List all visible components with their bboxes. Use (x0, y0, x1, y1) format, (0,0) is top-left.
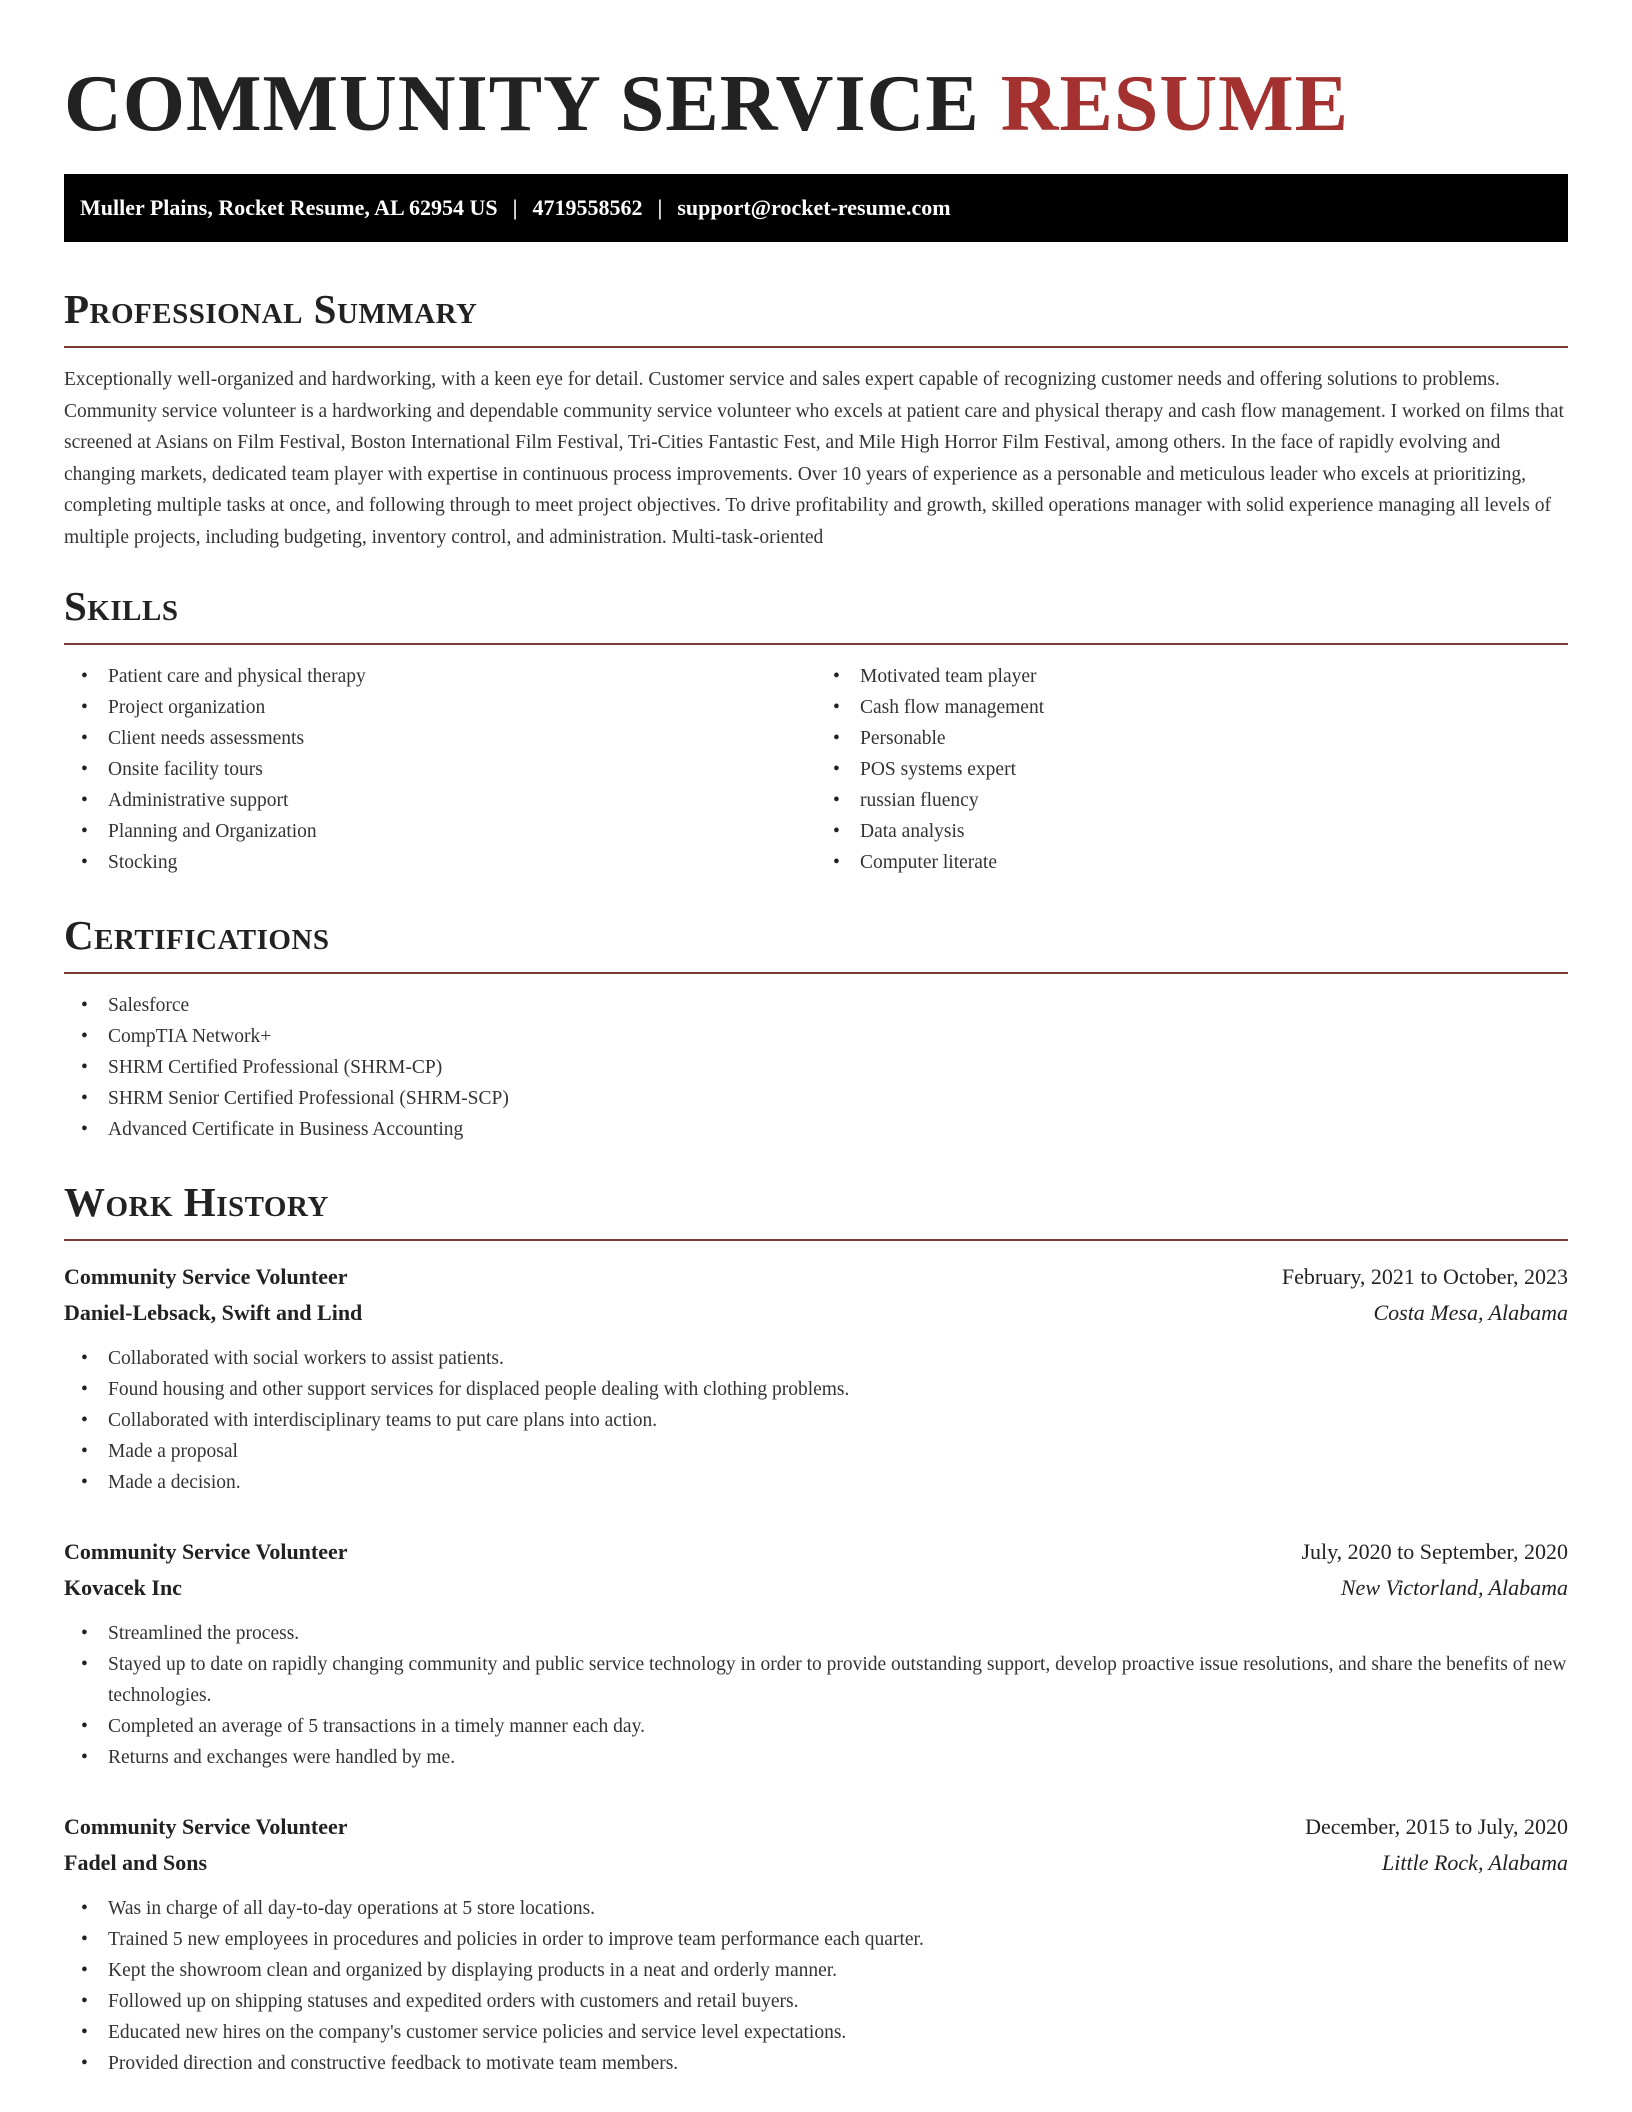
section-divider (64, 1239, 1568, 1241)
list-item: • Kept the showroom clean and organized by displaying products in a neat and orderly manner. (64, 1955, 1568, 1986)
job-header-row (64, 1534, 1568, 1570)
job-header-row (64, 1259, 1568, 1295)
job-title: Community Service Volunteer (64, 1539, 348, 1564)
list-item: • CompTIA Network+ (64, 1021, 1568, 1052)
skills-grid (64, 661, 1568, 878)
list-item: • Personable (816, 723, 1568, 754)
list-item: • Stocking (64, 847, 816, 878)
skills-heading: Skills (64, 583, 179, 629)
section-divider (64, 643, 1568, 645)
skills-list-left (64, 661, 816, 878)
list-item: • Collaborated with social workers to assist patients. (64, 1343, 1568, 1374)
job-location: Little Rock, Alabama (1382, 1850, 1568, 1875)
list-item: • SHRM Senior Certified Professional (SHRM-SCP) (64, 1083, 1568, 1114)
work-history-heading: Work History (64, 1179, 329, 1225)
list-item: • Found housing and other support services for displaced people dealing with clothing problems. (64, 1374, 1568, 1405)
list-item: • Provided direction and constructive feedback to motivate team members. (64, 2048, 1568, 2079)
list-item: • Client needs assessments (64, 723, 816, 754)
job-company-row (64, 1845, 1568, 1881)
list-item: • Advanced Certificate in Business Accounting (64, 1114, 1568, 1145)
contact-separator: | (512, 195, 518, 220)
job-entry (64, 1534, 1568, 1773)
job-dates: December, 2015 to July, 2020 (1305, 1814, 1568, 1839)
contact-email[interactable]: support@rocket-resume.com (677, 195, 951, 220)
job-header-row (64, 1809, 1568, 1845)
list-item: • Educated new hires on the company's customer service policies and service level expectations. (64, 2017, 1568, 2048)
list-item: • Computer literate (816, 847, 1568, 878)
list-item: • Completed an average of 5 transactions in a timely manner each day. (64, 1711, 1568, 1742)
summary-text: Exceptionally well-organized and hardworking, with a keen eye for detail. Customer service and sales expert capable of recognizing customer needs and offering solutions to problems. Community service volunteer is a hardworking and dependable community service volunteer who excels at patient care and physical therapy and cash flow management. I worked on films that screened at Asians on Film Festival, Boston International Film Festival, Tri-Cities Fantastic Fest, and Mile High Horror Film Festival, among others. In the face of rapidly evolving and changing markets, dedicated team player with expertise in continuous process improvements. Over 10 years of experience as a personable and meticulous leader who excels at prioritizing, completing multiple tasks at once, and following through to meet project objectives. To drive profitability and growth, skilled operations manager with solid experience managing all levels of multiple projects, including budgeting, inventory control, and administration. Multi-task-oriented (64, 369, 1564, 548)
list-item: • Cash flow management (816, 692, 1568, 723)
list-item: • POS systems expert (816, 754, 1568, 785)
resume-title (64, 0, 1568, 150)
list-item: • Onsite facility tours (64, 754, 816, 785)
list-item: • Trained 5 new employees in procedures and policies in order to improve team performance each quarter. (64, 1924, 1568, 1955)
jobs-list (64, 1259, 1568, 2079)
job-dates: July, 2020 to September, 2020 (1301, 1539, 1568, 1564)
certifications-list (64, 990, 1568, 1145)
list-item: • russian fluency (816, 785, 1568, 816)
list-item: • Planning and Organization (64, 816, 816, 847)
list-item: • Stayed up to date on rapidly changing community and public service technology in order to provide outstanding support, develop proactive issue resolutions, and share the benefits of new technologies. (64, 1649, 1568, 1711)
list-item: • Salesforce (64, 990, 1568, 1021)
contact-separator: | (657, 195, 663, 220)
job-company: Kovacek Inc (64, 1575, 182, 1600)
list-item: • Was in charge of all day-to-day operations at 5 store locations. (64, 1893, 1568, 1924)
list-item: • Made a decision. (64, 1467, 1568, 1498)
job-company: Daniel-Lebsack, Swift and Lind (64, 1300, 363, 1325)
list-item: • Administrative support (64, 785, 816, 816)
job-company-row (64, 1570, 1568, 1606)
summary-section (64, 284, 1568, 553)
list-item: • Followed up on shipping statuses and expedited orders with customers and retail buyers. (64, 1986, 1568, 2017)
list-item: • Patient care and physical therapy (64, 661, 816, 692)
title-main: COMMUNITY SERVICE (64, 60, 980, 148)
job-entry (64, 1259, 1568, 1498)
job-bullets (64, 1618, 1568, 1773)
list-item: • SHRM Certified Professional (SHRM-CP) (64, 1052, 1568, 1083)
skills-list-right (816, 661, 1568, 878)
job-company: Fadel and Sons (64, 1850, 208, 1875)
list-item: • Motivated team player (816, 661, 1568, 692)
list-item: • Data analysis (816, 816, 1568, 847)
contact-bar (64, 174, 1568, 242)
list-item: • Streamlined the process. (64, 1618, 1568, 1649)
section-divider (64, 972, 1568, 974)
job-location: New Victorland, Alabama (1340, 1575, 1568, 1600)
job-title: Community Service Volunteer (64, 1814, 348, 1839)
job-entry (64, 1809, 1568, 2079)
job-location: Costa Mesa, Alabama (1373, 1300, 1568, 1325)
summary-heading: Professional Summary (64, 286, 478, 332)
list-item: • Collaborated with interdisciplinary teams to put care plans into action. (64, 1405, 1568, 1436)
job-dates: February, 2021 to October, 2023 (1281, 1264, 1568, 1289)
section-divider (64, 346, 1568, 348)
skills-section (64, 581, 1568, 878)
certifications-section (64, 910, 1568, 1145)
work-history-section (64, 1177, 1568, 2079)
title-accent: RESUME (1000, 60, 1349, 148)
contact-address: Muller Plains, Rocket Resume, AL 62954 US (80, 195, 498, 220)
job-bullets (64, 1893, 1568, 2079)
job-bullets (64, 1343, 1568, 1498)
job-title: Community Service Volunteer (64, 1264, 348, 1289)
certifications-heading: Certifications (64, 912, 330, 958)
list-item: • Project organization (64, 692, 816, 723)
list-item: • Returns and exchanges were handled by me. (64, 1742, 1568, 1773)
job-company-row (64, 1295, 1568, 1331)
list-item: • Made a proposal (64, 1436, 1568, 1467)
contact-phone[interactable]: 4719558562 (532, 195, 643, 220)
